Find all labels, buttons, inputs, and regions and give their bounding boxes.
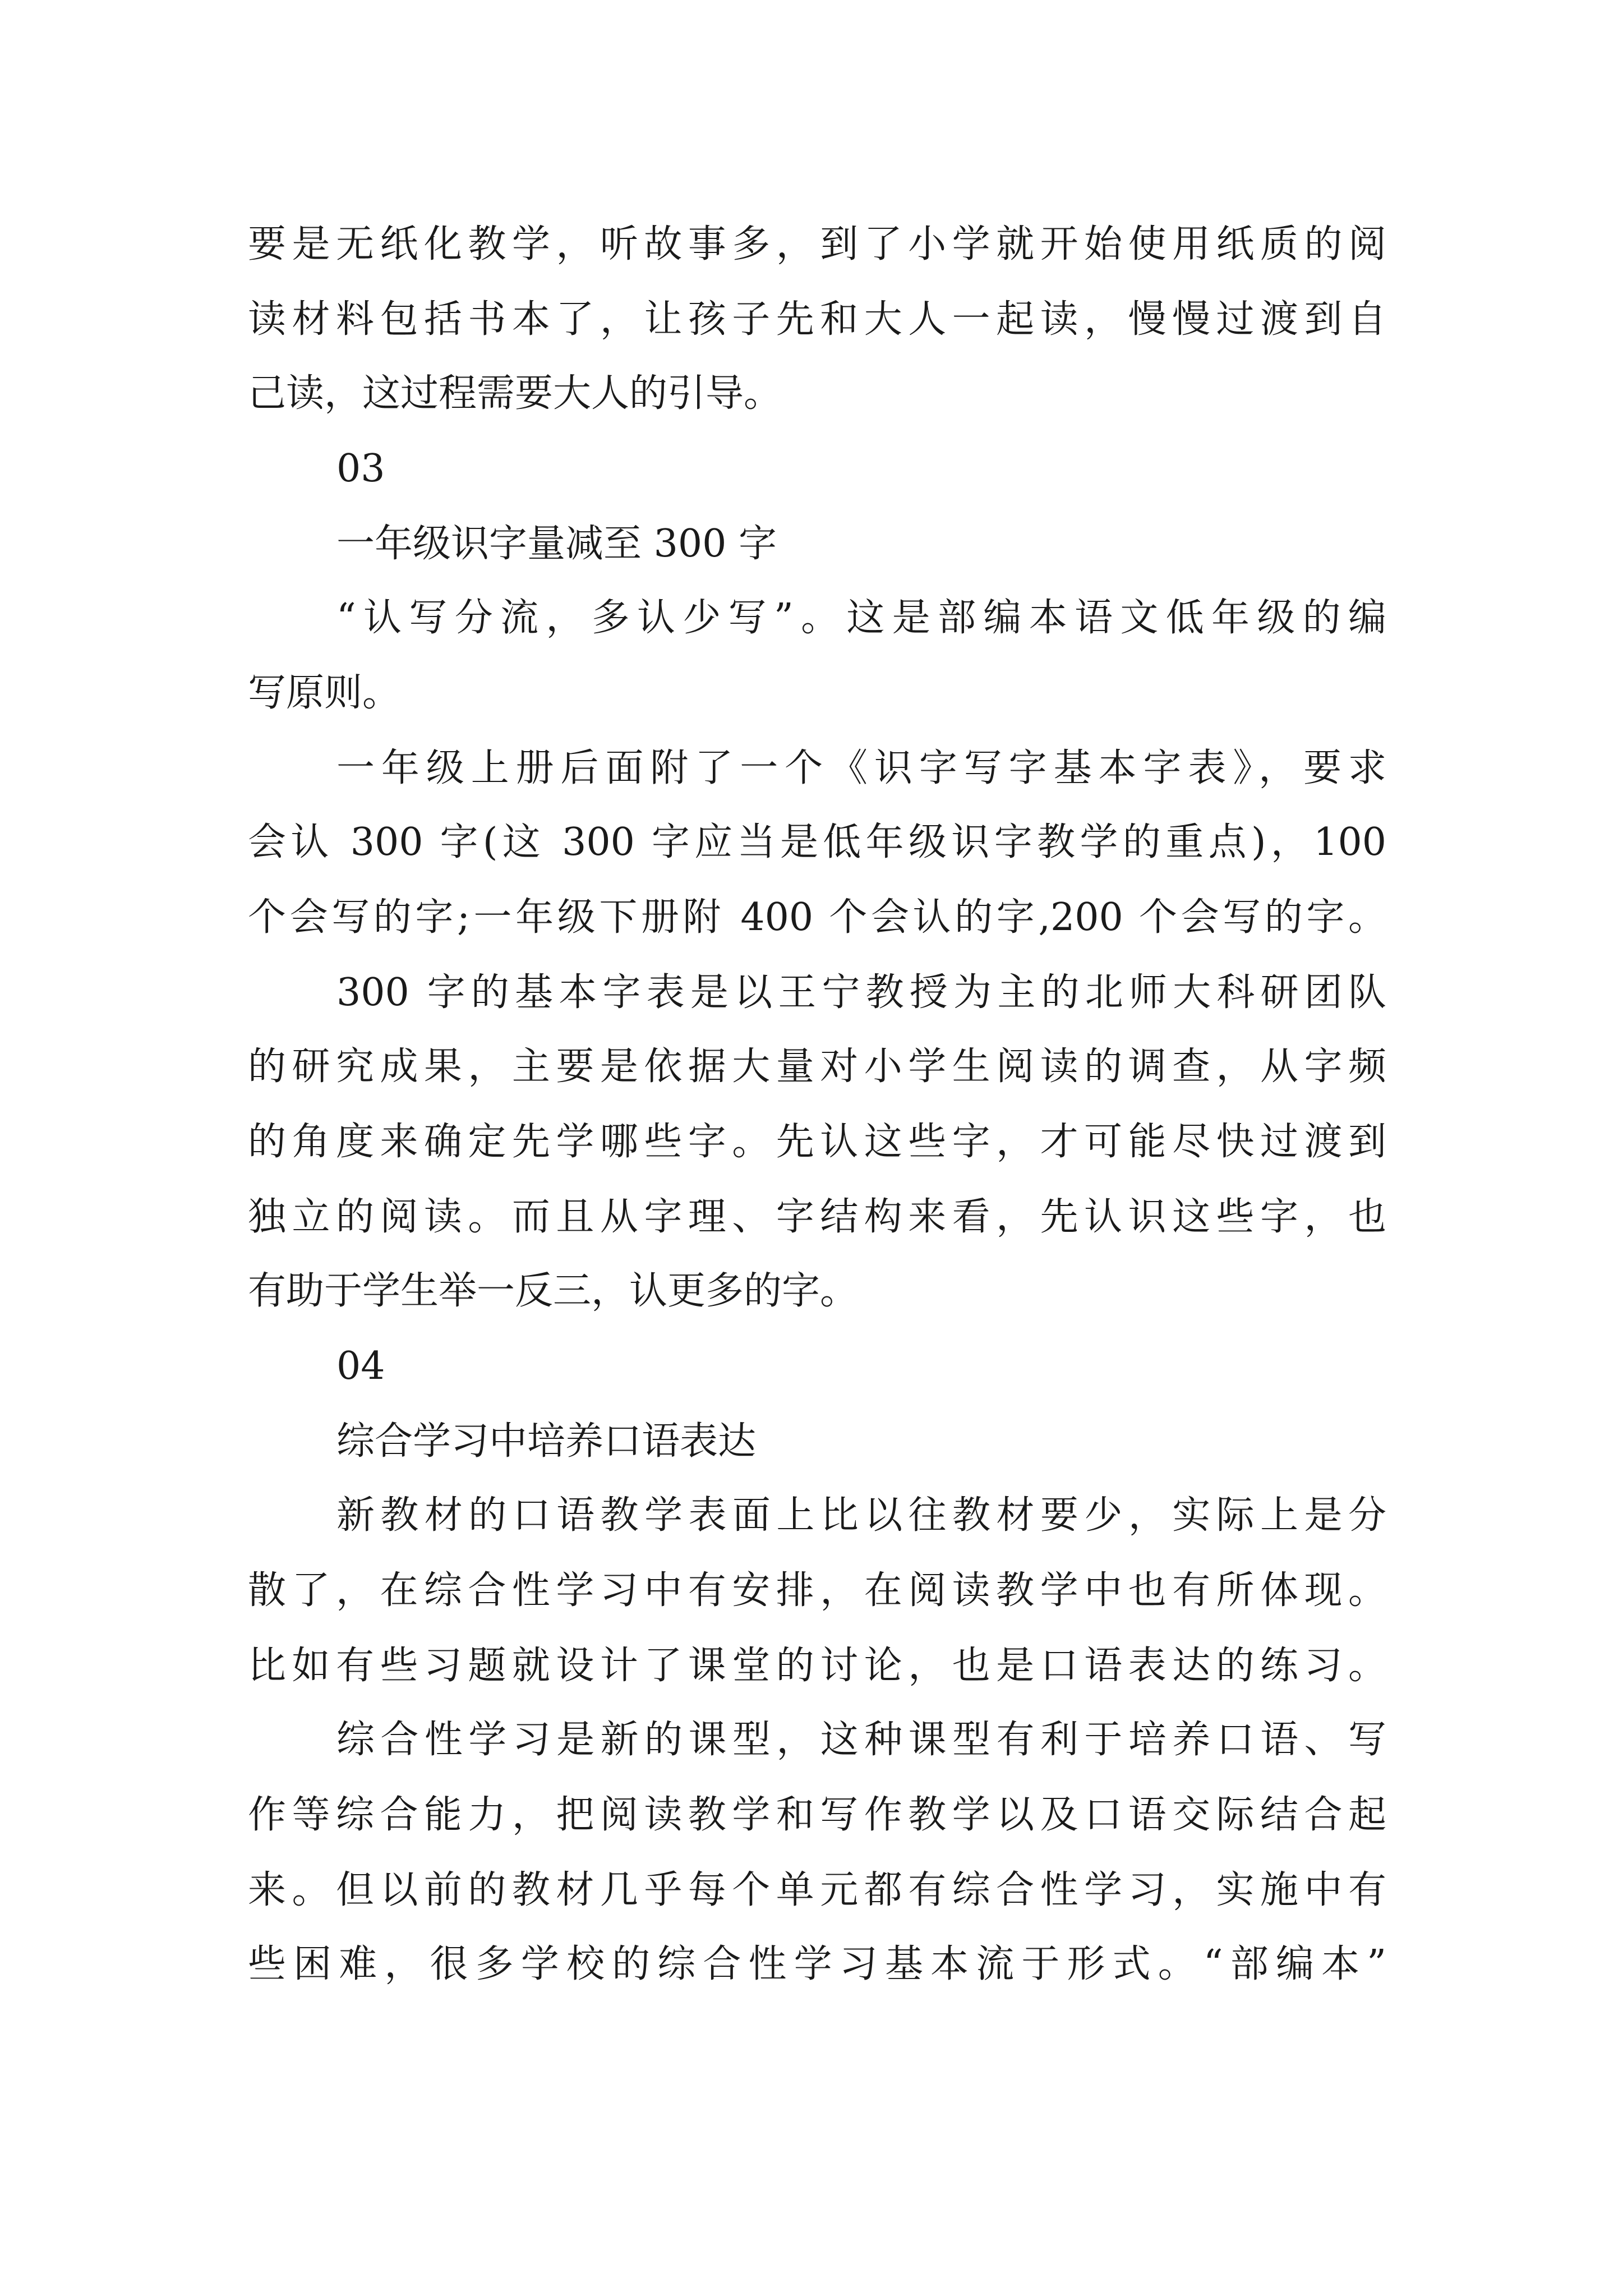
text-line: 来。但以前的教材几乎每个单元都有综合性学习，实施中有 [248, 1868, 1386, 1912]
text-line: 有助于学生举一反三，认更多的字。 [248, 1269, 859, 1313]
text-line: 会认 300 字(这 300 字应当是低年级识字教学的重点)，100 [248, 820, 1386, 864]
text-line: 作等综合能力，把阅读教学和写作教学以及口语交际结合起 [248, 1793, 1386, 1837]
text-line: 写原则。 [248, 671, 401, 715]
text-line: 综合性学习是新的课型，这种课型有利于培养口语、写 [336, 1718, 1386, 1762]
text-line: 的角度来确定先学哪些字。先认这些字，才可能尽快过渡到 [248, 1120, 1386, 1164]
section-heading: 一年级识字量减至 300 字 [336, 522, 777, 566]
text-line: 300 字的基本字表是以王宁教授为主的北师大科研团队 [336, 970, 1386, 1015]
section-number: 03 [336, 447, 385, 491]
text-line: 己读，这过程需要大人的引导。 [248, 371, 782, 416]
section-number: 04 [336, 1344, 385, 1388]
text-line: 些困难，很多学校的综合性学习基本流于形式。“部编本” [248, 1942, 1386, 1986]
text-line: 要是无纸化教学，听故事多，到了小学就开始使用纸质的阅 [248, 222, 1386, 266]
text-line: “认写分流，多认少写”。这是部编本语文低年级的编 [336, 596, 1386, 640]
text-line: 散了，在综合性学习中有安排，在阅读教学中也有所体现。 [248, 1568, 1386, 1613]
text-line: 的研究成果，主要是依据大量对小学生阅读的调查，从字频 [248, 1045, 1386, 1089]
text-line: 读材料包括书本了，让孩子先和大人一起读，慢慢过渡到自 [248, 297, 1386, 342]
text-line: 比如有些习题就设计了课堂的讨论，也是口语表达的练习。 [248, 1644, 1386, 1688]
text-line: 个会写的字;一年级下册附 400 个会认的字,200 个会写的字。 [248, 895, 1386, 940]
section-heading: 综合学习中培养口语表达 [336, 1419, 757, 1464]
text-line: 一年级上册后面附了一个《识字写字基本字表》，要求 [336, 746, 1386, 790]
text-line: 新教材的口语教学表面上比以往教材要少，实际上是分 [336, 1493, 1386, 1538]
text-line: 独立的阅读。而且从字理、字结构来看，先认识这些字，也 [248, 1195, 1386, 1239]
